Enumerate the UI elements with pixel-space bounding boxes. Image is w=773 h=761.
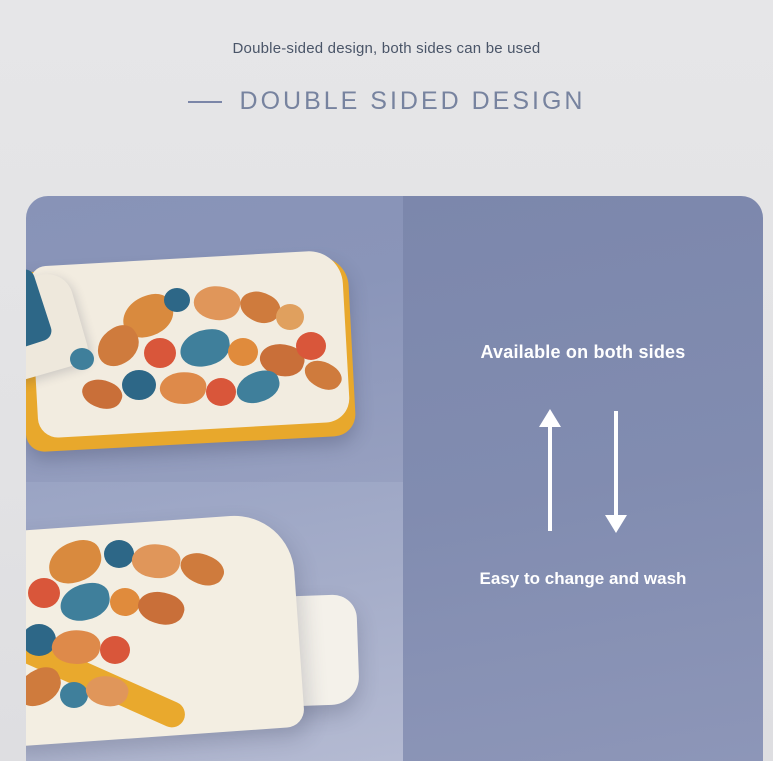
page-title: DOUBLE SIDED DESIGN xyxy=(239,87,586,115)
pillow-front-photo xyxy=(26,196,403,482)
feature-column xyxy=(403,196,763,761)
feature-text-easy-wash: Easy to change and wash xyxy=(479,569,687,588)
header xyxy=(0,0,773,116)
pillow-front-illustration xyxy=(26,252,374,452)
pillow-reverse-photo xyxy=(26,482,403,761)
floral-motif xyxy=(122,370,156,400)
title-dash-icon xyxy=(188,101,222,103)
floral-motif xyxy=(296,332,326,360)
floral-motif xyxy=(28,578,60,608)
floral-motif xyxy=(104,540,134,568)
arrow-down-icon xyxy=(596,407,636,535)
floral-motif xyxy=(206,378,236,406)
floral-motif xyxy=(228,338,258,366)
feature-text-both-sides: Available on both sides xyxy=(480,342,686,362)
page-subtitle: Double-sided design, both sides can be used xyxy=(232,40,541,57)
title-row xyxy=(0,87,773,116)
floral-motif xyxy=(100,636,130,664)
floral-motif xyxy=(70,348,94,370)
floral-motif xyxy=(144,338,176,368)
floral-motif xyxy=(276,304,304,330)
photo-column xyxy=(26,196,403,761)
feature-panel xyxy=(26,196,763,761)
floral-motif xyxy=(110,588,140,616)
arrow-up-icon xyxy=(530,407,570,535)
floral-motif xyxy=(60,682,88,708)
floral-motif xyxy=(164,288,190,312)
up-down-arrows-icon xyxy=(530,407,636,535)
pillow-reverse-illustration xyxy=(26,518,388,748)
